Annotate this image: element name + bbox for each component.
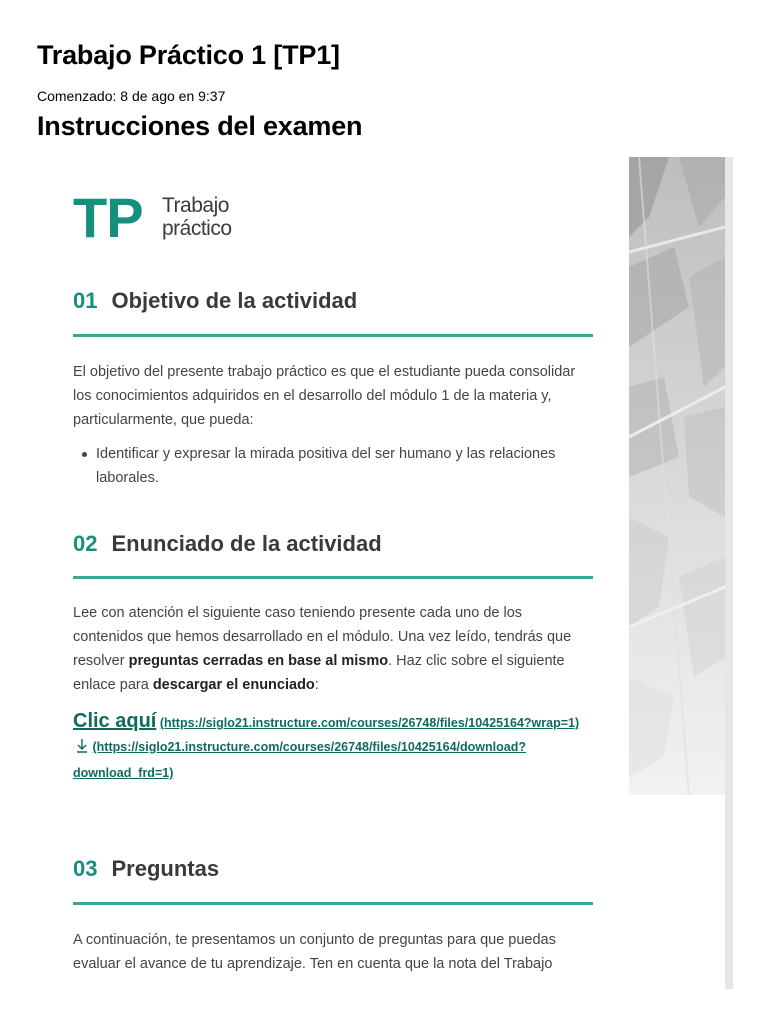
- objetivo-bullet: Identificar y expresar la mirada positiva del ser humano y las relaciones laborales.: [73, 442, 593, 490]
- objetivo-paragraph: El objetivo del presente trabajo práctico es que el estudiante pueda consolidar los conocimientos adquiridos en el desarrollo del módulo 1 de la materia y, particularmente, que pueda:: [73, 364, 576, 428]
- enunciado-links: [73, 709, 593, 785]
- section-number: 02: [73, 531, 98, 556]
- section-enunciado: [73, 529, 593, 559]
- bold-text: preguntas cerradas en base al mismo: [128, 653, 389, 669]
- started-timestamp: Comenzado: 8 de ago en 9:37: [37, 88, 226, 104]
- section-heading: [73, 529, 593, 559]
- logo-line-1: Trabajo: [162, 194, 229, 217]
- page-title: Trabajo Práctico 1 [TP1]: [37, 40, 340, 70]
- text-run: Lee con atención el siguiente caso teniendo presente cada uno de los contenidos que hemos desarrollado en el módulo. Una vez leído, tendrás que resolver: [73, 605, 572, 669]
- section-title: Preguntas: [111, 856, 220, 881]
- section-heading: [73, 286, 593, 316]
- decorative-side-image: [629, 157, 725, 795]
- section-divider: [73, 902, 593, 905]
- logo-line-2: práctico: [162, 217, 232, 240]
- section-objetivo: [73, 286, 593, 316]
- section-number: 03: [73, 856, 98, 881]
- download-url-link[interactable]: (https://siglo21.instructure.com/courses/26748/files/10425164/download?download_frd=1): [73, 740, 526, 780]
- scrollbar[interactable]: [725, 157, 733, 989]
- text-run: :: [314, 677, 319, 693]
- section-title: Enunciado de la actividad: [111, 531, 382, 556]
- instructions-heading: Instrucciones del examen: [37, 111, 363, 141]
- logo-subtitle: [162, 194, 232, 240]
- enunciado-paragraph: [73, 601, 593, 697]
- download-icon[interactable]: [75, 737, 89, 761]
- bold-text: descargar el enunciado: [152, 677, 315, 693]
- text-run: . Haz clic sobre el siguiente enlace para: [73, 653, 565, 693]
- section-number: 01: [73, 288, 98, 313]
- file-url-link[interactable]: (https://siglo21.instructure.com/courses/26748/files/10425164?wrap=1): [159, 716, 580, 730]
- section-title: Objetivo de la actividad: [111, 288, 358, 313]
- section-heading: [73, 854, 593, 884]
- section-divider: [73, 576, 593, 579]
- clic-aqui-link[interactable]: Clic aquí: [73, 710, 157, 732]
- logo-tp-mark: TP: [73, 186, 143, 249]
- section-preguntas: [73, 854, 593, 884]
- section-divider: [73, 334, 593, 337]
- preguntas-paragraph: A continuación, te presentamos un conjunto de preguntas para que puedas evaluar el avance de tu aprendizaje. Ten en cuenta que la nota del Trabajo: [73, 932, 556, 972]
